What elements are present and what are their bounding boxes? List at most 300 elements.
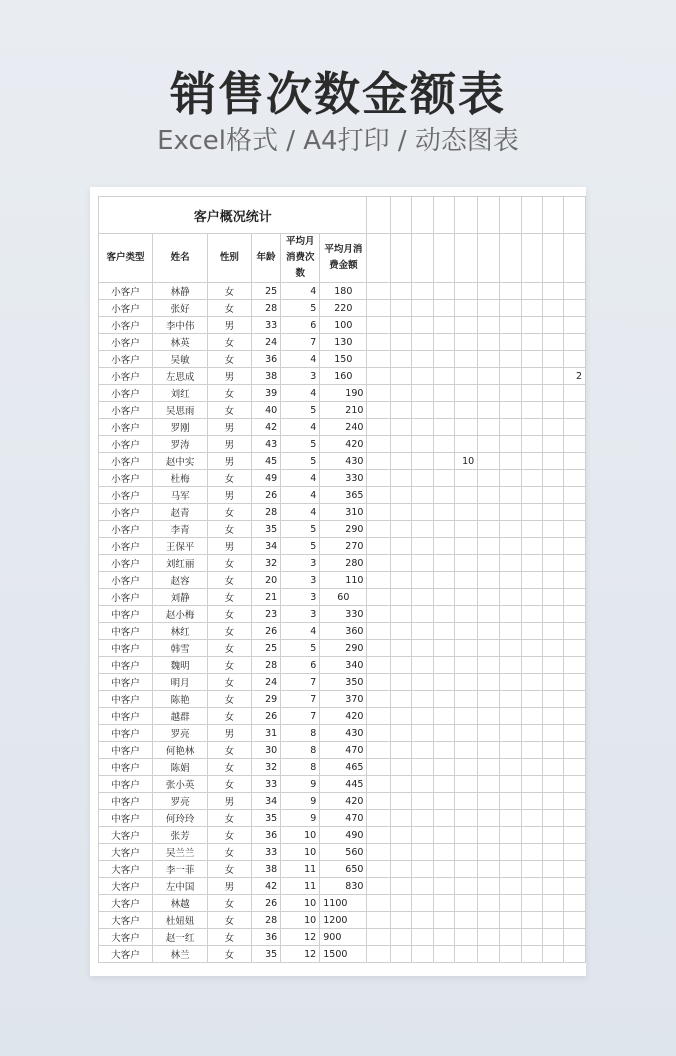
amount-cell[interactable]: 560 (320, 844, 367, 861)
empty-cell[interactable] (564, 861, 586, 878)
empty-cell[interactable] (478, 810, 499, 827)
empty-cell[interactable] (564, 487, 586, 504)
name-cell[interactable]: 左中国 (153, 878, 208, 895)
empty-cell[interactable] (455, 844, 478, 861)
empty-cell[interactable] (543, 657, 564, 674)
empty-cell[interactable] (411, 589, 433, 606)
empty-cell[interactable] (478, 827, 499, 844)
count-cell[interactable]: 3 (281, 572, 320, 589)
name-cell[interactable]: 明月 (153, 674, 208, 691)
amount-cell[interactable]: 490 (320, 827, 367, 844)
empty-cell[interactable] (499, 623, 521, 640)
age-cell[interactable]: 29 (251, 691, 280, 708)
empty-cell[interactable] (411, 351, 433, 368)
empty-cell[interactable] (367, 470, 390, 487)
empty-cell[interactable] (564, 793, 586, 810)
empty-cell[interactable] (564, 283, 586, 300)
count-cell[interactable]: 5 (281, 640, 320, 657)
empty-cell[interactable] (543, 912, 564, 929)
empty-cell[interactable] (455, 555, 478, 572)
count-cell[interactable]: 7 (281, 708, 320, 725)
customer-type-cell[interactable]: 中客户 (99, 640, 153, 657)
empty-cell[interactable] (367, 521, 390, 538)
gender-cell[interactable]: 女 (208, 929, 252, 946)
customer-type-cell[interactable]: 小客户 (99, 436, 153, 453)
empty-cell[interactable] (564, 929, 586, 946)
empty-cell[interactable] (434, 606, 455, 623)
gender-cell[interactable]: 女 (208, 385, 252, 402)
amount-cell[interactable]: 150 (320, 351, 367, 368)
amount-cell[interactable]: 430 (320, 725, 367, 742)
empty-cell[interactable] (390, 861, 411, 878)
gender-cell[interactable]: 男 (208, 317, 252, 334)
empty-cell[interactable] (564, 691, 586, 708)
empty-cell[interactable] (543, 725, 564, 742)
amount-cell[interactable]: 430 (320, 453, 367, 470)
gender-cell[interactable]: 男 (208, 878, 252, 895)
empty-cell[interactable] (543, 827, 564, 844)
empty-cell[interactable] (390, 929, 411, 946)
empty-cell[interactable] (543, 504, 564, 521)
count-cell[interactable]: 9 (281, 793, 320, 810)
customer-type-cell[interactable]: 小客户 (99, 453, 153, 470)
empty-cell[interactable] (564, 674, 586, 691)
count-cell[interactable]: 5 (281, 402, 320, 419)
empty-cell[interactable] (455, 674, 478, 691)
empty-cell[interactable] (367, 878, 390, 895)
age-cell[interactable]: 25 (251, 640, 280, 657)
empty-cell[interactable] (411, 708, 433, 725)
customer-type-cell[interactable]: 小客户 (99, 538, 153, 555)
empty-cell[interactable] (367, 538, 390, 555)
count-cell[interactable]: 11 (281, 861, 320, 878)
name-cell[interactable]: 刘红 (153, 385, 208, 402)
gender-cell[interactable]: 男 (208, 487, 252, 504)
amount-cell[interactable]: 445 (320, 776, 367, 793)
age-cell[interactable]: 23 (251, 606, 280, 623)
empty-cell[interactable] (521, 725, 542, 742)
empty-cell[interactable] (455, 538, 478, 555)
empty-cell[interactable] (411, 402, 433, 419)
name-cell[interactable]: 赵青 (153, 504, 208, 521)
empty-cell[interactable] (390, 572, 411, 589)
customer-type-cell[interactable]: 大客户 (99, 946, 153, 963)
empty-cell[interactable] (478, 589, 499, 606)
empty-cell[interactable] (521, 946, 542, 963)
empty-cell[interactable] (367, 436, 390, 453)
name-cell[interactable]: 吴敏 (153, 351, 208, 368)
empty-cell[interactable] (434, 827, 455, 844)
empty-cell[interactable] (564, 436, 586, 453)
empty-cell[interactable] (478, 453, 499, 470)
empty-cell[interactable] (390, 589, 411, 606)
customer-type-cell[interactable]: 小客户 (99, 334, 153, 351)
age-cell[interactable]: 26 (251, 895, 280, 912)
gender-cell[interactable]: 女 (208, 402, 252, 419)
name-cell[interactable]: 赵中实 (153, 453, 208, 470)
empty-cell[interactable] (367, 793, 390, 810)
count-cell[interactable]: 5 (281, 436, 320, 453)
empty-cell[interactable] (564, 521, 586, 538)
empty-cell[interactable] (367, 640, 390, 657)
empty-cell[interactable] (367, 317, 390, 334)
empty-cell[interactable] (564, 606, 586, 623)
count-cell[interactable]: 7 (281, 334, 320, 351)
count-cell[interactable]: 5 (281, 300, 320, 317)
empty-cell[interactable] (434, 436, 455, 453)
name-cell[interactable]: 吴兰兰 (153, 844, 208, 861)
empty-cell[interactable] (521, 555, 542, 572)
amount-cell[interactable]: 900 (320, 929, 367, 946)
empty-cell[interactable] (543, 436, 564, 453)
empty-cell[interactable] (499, 334, 521, 351)
name-cell[interactable]: 罗亮 (153, 725, 208, 742)
empty-cell[interactable] (564, 300, 586, 317)
age-cell[interactable]: 42 (251, 878, 280, 895)
gender-cell[interactable]: 女 (208, 810, 252, 827)
empty-cell[interactable] (455, 521, 478, 538)
empty-cell[interactable] (455, 623, 478, 640)
empty-cell[interactable] (499, 487, 521, 504)
name-cell[interactable]: 李一菲 (153, 861, 208, 878)
empty-cell[interactable] (411, 895, 433, 912)
name-cell[interactable]: 杜妞妞 (153, 912, 208, 929)
empty-cell[interactable] (390, 453, 411, 470)
empty-cell[interactable] (499, 504, 521, 521)
empty-cell[interactable] (478, 606, 499, 623)
empty-cell[interactable] (499, 810, 521, 827)
age-cell[interactable]: 33 (251, 844, 280, 861)
count-cell[interactable]: 6 (281, 657, 320, 674)
amount-cell[interactable]: 270 (320, 538, 367, 555)
gender-cell[interactable]: 女 (208, 334, 252, 351)
empty-cell[interactable] (390, 708, 411, 725)
gender-cell[interactable]: 女 (208, 827, 252, 844)
count-cell[interactable]: 8 (281, 725, 320, 742)
empty-cell[interactable] (455, 351, 478, 368)
empty-cell[interactable] (543, 538, 564, 555)
empty-cell[interactable] (521, 606, 542, 623)
empty-cell[interactable] (411, 742, 433, 759)
empty-cell[interactable] (390, 776, 411, 793)
empty-cell[interactable] (411, 793, 433, 810)
amount-cell[interactable]: 190 (320, 385, 367, 402)
empty-cell[interactable] (390, 674, 411, 691)
empty-cell[interactable] (390, 878, 411, 895)
empty-cell[interactable] (499, 929, 521, 946)
customer-type-cell[interactable]: 中客户 (99, 793, 153, 810)
name-cell[interactable]: 林静 (153, 283, 208, 300)
empty-cell[interactable] (455, 487, 478, 504)
empty-cell[interactable] (478, 351, 499, 368)
age-cell[interactable]: 33 (251, 776, 280, 793)
empty-cell[interactable] (390, 521, 411, 538)
empty-cell[interactable] (390, 470, 411, 487)
empty-cell[interactable] (455, 793, 478, 810)
gender-cell[interactable]: 女 (208, 691, 252, 708)
name-cell[interactable]: 张小英 (153, 776, 208, 793)
name-cell[interactable]: 越群 (153, 708, 208, 725)
empty-cell[interactable] (455, 419, 478, 436)
amount-cell[interactable]: 470 (320, 742, 367, 759)
customer-type-cell[interactable]: 中客户 (99, 725, 153, 742)
empty-cell[interactable] (521, 895, 542, 912)
empty-cell[interactable] (367, 691, 390, 708)
customer-type-cell[interactable]: 小客户 (99, 402, 153, 419)
empty-cell[interactable] (564, 334, 586, 351)
empty-cell[interactable] (411, 487, 433, 504)
gender-cell[interactable]: 女 (208, 708, 252, 725)
empty-cell[interactable] (478, 946, 499, 963)
gender-cell[interactable]: 女 (208, 504, 252, 521)
empty-cell[interactable] (455, 470, 478, 487)
gender-cell[interactable]: 男 (208, 725, 252, 742)
empty-cell[interactable] (499, 555, 521, 572)
name-cell[interactable]: 李青 (153, 521, 208, 538)
empty-cell[interactable] (478, 334, 499, 351)
empty-cell[interactable] (367, 351, 390, 368)
customer-type-cell[interactable]: 小客户 (99, 317, 153, 334)
empty-cell[interactable] (543, 453, 564, 470)
name-cell[interactable]: 赵一红 (153, 929, 208, 946)
empty-cell[interactable] (499, 521, 521, 538)
empty-cell[interactable] (499, 368, 521, 385)
count-cell[interactable]: 4 (281, 385, 320, 402)
empty-cell[interactable] (478, 861, 499, 878)
empty-cell[interactable] (455, 657, 478, 674)
empty-cell[interactable] (543, 317, 564, 334)
empty-cell[interactable] (543, 895, 564, 912)
empty-cell[interactable] (521, 487, 542, 504)
empty-cell[interactable] (478, 657, 499, 674)
empty-cell[interactable] (499, 283, 521, 300)
empty-cell[interactable] (455, 283, 478, 300)
empty-cell[interactable] (455, 504, 478, 521)
empty-cell[interactable] (390, 555, 411, 572)
empty-cell[interactable] (455, 572, 478, 589)
empty-cell[interactable] (564, 589, 586, 606)
empty-cell[interactable] (564, 708, 586, 725)
empty-cell[interactable] (543, 351, 564, 368)
amount-cell[interactable]: 240 (320, 419, 367, 436)
empty-cell[interactable] (434, 759, 455, 776)
empty-cell[interactable] (543, 368, 564, 385)
empty-cell[interactable] (478, 725, 499, 742)
empty-cell[interactable] (390, 725, 411, 742)
empty-cell[interactable] (521, 861, 542, 878)
empty-cell[interactable] (367, 844, 390, 861)
empty-cell[interactable] (564, 827, 586, 844)
empty-cell[interactable] (521, 912, 542, 929)
empty-cell[interactable] (367, 300, 390, 317)
customer-type-cell[interactable]: 小客户 (99, 589, 153, 606)
empty-cell[interactable] (499, 827, 521, 844)
empty-cell[interactable] (543, 402, 564, 419)
empty-cell[interactable] (367, 504, 390, 521)
empty-cell[interactable] (564, 878, 586, 895)
empty-cell[interactable] (478, 419, 499, 436)
empty-cell[interactable] (411, 470, 433, 487)
empty-cell[interactable] (434, 300, 455, 317)
empty-cell[interactable] (478, 402, 499, 419)
empty-cell[interactable] (434, 640, 455, 657)
amount-cell[interactable]: 420 (320, 436, 367, 453)
customer-type-cell[interactable]: 小客户 (99, 555, 153, 572)
customer-type-cell[interactable]: 中客户 (99, 742, 153, 759)
customer-type-cell[interactable]: 中客户 (99, 810, 153, 827)
empty-cell[interactable] (367, 589, 390, 606)
empty-cell[interactable] (390, 657, 411, 674)
customer-type-cell[interactable]: 中客户 (99, 657, 153, 674)
empty-cell[interactable] (434, 844, 455, 861)
customer-type-cell[interactable]: 大客户 (99, 912, 153, 929)
empty-cell[interactable] (543, 674, 564, 691)
empty-cell[interactable] (411, 640, 433, 657)
amount-cell[interactable]: 350 (320, 674, 367, 691)
customer-type-cell[interactable]: 小客户 (99, 487, 153, 504)
empty-cell[interactable] (367, 895, 390, 912)
empty-cell[interactable] (478, 504, 499, 521)
customer-type-cell[interactable]: 中客户 (99, 606, 153, 623)
empty-cell[interactable] (367, 725, 390, 742)
empty-cell[interactable] (564, 572, 586, 589)
empty-cell[interactable] (390, 640, 411, 657)
empty-cell[interactable] (390, 402, 411, 419)
customer-type-cell[interactable]: 中客户 (99, 759, 153, 776)
empty-cell[interactable] (521, 810, 542, 827)
customer-type-cell[interactable]: 小客户 (99, 283, 153, 300)
empty-cell[interactable] (411, 283, 433, 300)
empty-cell[interactable] (455, 895, 478, 912)
empty-cell[interactable] (434, 708, 455, 725)
age-cell[interactable]: 24 (251, 334, 280, 351)
name-cell[interactable]: 陈艳 (153, 691, 208, 708)
count-cell[interactable]: 4 (281, 351, 320, 368)
amount-cell[interactable]: 420 (320, 708, 367, 725)
gender-cell[interactable]: 女 (208, 844, 252, 861)
header-avg-monthly-count[interactable]: 平均月消费次数 (281, 234, 320, 283)
empty-cell[interactable] (367, 555, 390, 572)
empty-cell[interactable] (411, 419, 433, 436)
empty-cell[interactable] (521, 351, 542, 368)
empty-cell[interactable] (411, 657, 433, 674)
empty-cell[interactable] (478, 759, 499, 776)
age-cell[interactable]: 38 (251, 861, 280, 878)
empty-cell[interactable] (499, 351, 521, 368)
empty-cell[interactable] (564, 470, 586, 487)
empty-cell[interactable] (478, 793, 499, 810)
empty-cell[interactable] (499, 776, 521, 793)
empty-cell[interactable] (478, 776, 499, 793)
age-cell[interactable]: 28 (251, 300, 280, 317)
empty-cell[interactable] (434, 419, 455, 436)
age-cell[interactable]: 21 (251, 589, 280, 606)
gender-cell[interactable]: 女 (208, 589, 252, 606)
empty-cell[interactable] (411, 538, 433, 555)
empty-cell[interactable] (434, 674, 455, 691)
empty-cell[interactable] (564, 538, 586, 555)
amount-cell[interactable]: 365 (320, 487, 367, 504)
empty-cell[interactable] (390, 538, 411, 555)
empty-cell[interactable] (564, 776, 586, 793)
name-cell[interactable]: 赵小梅 (153, 606, 208, 623)
empty-cell[interactable] (434, 776, 455, 793)
empty-cell[interactable] (543, 555, 564, 572)
name-cell[interactable]: 罗亮 (153, 793, 208, 810)
empty-cell[interactable] (499, 470, 521, 487)
empty-cell[interactable] (521, 453, 542, 470)
empty-cell[interactable] (564, 453, 586, 470)
empty-cell[interactable] (521, 368, 542, 385)
empty-cell[interactable] (390, 606, 411, 623)
age-cell[interactable]: 40 (251, 402, 280, 419)
empty-cell[interactable] (434, 793, 455, 810)
empty-cell[interactable] (521, 742, 542, 759)
amount-cell[interactable]: 290 (320, 521, 367, 538)
empty-cell[interactable] (434, 368, 455, 385)
customer-type-cell[interactable]: 小客户 (99, 470, 153, 487)
count-cell[interactable]: 4 (281, 623, 320, 640)
empty-cell[interactable] (411, 912, 433, 929)
empty-cell[interactable] (367, 946, 390, 963)
empty-cell[interactable] (411, 725, 433, 742)
empty-cell[interactable] (543, 861, 564, 878)
name-cell[interactable]: 王保平 (153, 538, 208, 555)
empty-cell[interactable] (564, 504, 586, 521)
count-cell[interactable]: 3 (281, 555, 320, 572)
empty-cell[interactable] (434, 878, 455, 895)
age-cell[interactable]: 25 (251, 283, 280, 300)
empty-cell[interactable] (411, 861, 433, 878)
empty-cell[interactable] (455, 436, 478, 453)
empty-cell[interactable] (521, 623, 542, 640)
empty-cell[interactable] (478, 555, 499, 572)
name-cell[interactable]: 林英 (153, 334, 208, 351)
empty-cell[interactable] (499, 606, 521, 623)
empty-cell[interactable] (521, 708, 542, 725)
age-cell[interactable]: 34 (251, 793, 280, 810)
empty-cell[interactable] (521, 436, 542, 453)
gender-cell[interactable]: 男 (208, 419, 252, 436)
empty-cell[interactable] (564, 317, 586, 334)
empty-cell[interactable] (411, 606, 433, 623)
amount-cell[interactable]: 60 (320, 589, 367, 606)
name-cell[interactable]: 罗涛 (153, 436, 208, 453)
empty-cell[interactable] (499, 419, 521, 436)
empty-cell[interactable] (499, 572, 521, 589)
customer-type-cell[interactable]: 小客户 (99, 419, 153, 436)
empty-cell[interactable] (478, 487, 499, 504)
empty-cell[interactable] (455, 759, 478, 776)
name-cell[interactable]: 刘红丽 (153, 555, 208, 572)
name-cell[interactable]: 林红 (153, 623, 208, 640)
empty-cell[interactable] (499, 912, 521, 929)
empty-cell[interactable] (434, 929, 455, 946)
count-cell[interactable]: 3 (281, 589, 320, 606)
age-cell[interactable]: 24 (251, 674, 280, 691)
empty-cell[interactable] (367, 334, 390, 351)
empty-cell[interactable] (499, 946, 521, 963)
gender-cell[interactable]: 女 (208, 351, 252, 368)
empty-cell[interactable] (367, 912, 390, 929)
customer-type-cell[interactable]: 小客户 (99, 504, 153, 521)
empty-cell[interactable] (390, 827, 411, 844)
empty-cell[interactable] (521, 283, 542, 300)
empty-cell[interactable] (390, 810, 411, 827)
empty-cell[interactable] (543, 385, 564, 402)
empty-cell[interactable] (390, 487, 411, 504)
empty-cell[interactable] (455, 334, 478, 351)
